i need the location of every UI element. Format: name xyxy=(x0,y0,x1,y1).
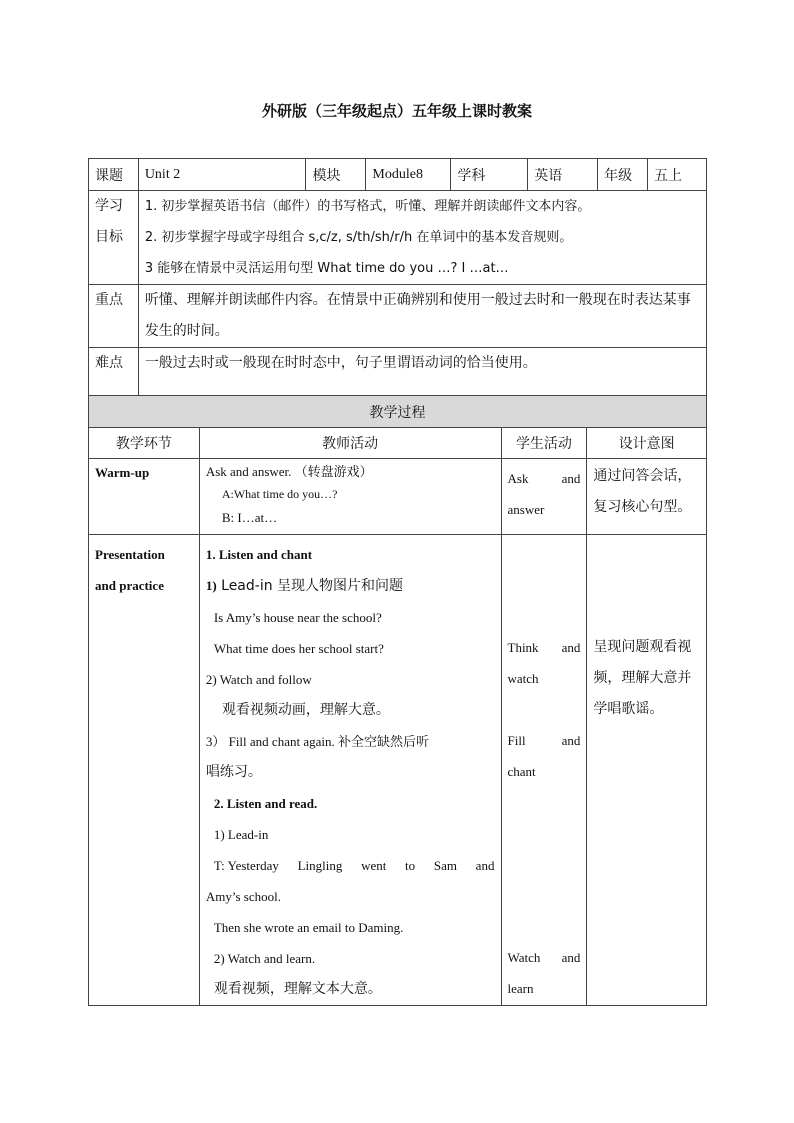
word: Sam xyxy=(433,858,457,873)
stage-line: Presentation xyxy=(95,547,165,562)
goals-row xyxy=(89,191,707,285)
student-word: Think xyxy=(507,640,539,655)
warmup-stage: Warm-up xyxy=(89,459,200,535)
section-heading: 1. Listen and chant xyxy=(205,547,313,562)
teacher-line: 2) Watch and follow xyxy=(205,672,312,687)
student-word: Fill xyxy=(507,733,526,748)
stage-line: and practice xyxy=(95,578,164,593)
process-title: 教学过程 xyxy=(89,396,707,428)
grade-value: 五上 xyxy=(648,159,707,191)
teaching-process-table xyxy=(88,395,707,1006)
student-word: and xyxy=(561,733,581,748)
student-word: answer xyxy=(507,502,545,517)
header-student: 学生活动 xyxy=(501,428,587,459)
word: and xyxy=(475,858,495,873)
goal-item: 2. 初步掌握字母或字母组合 s,c/z, s/th/sh/r/h 在单词中的基本发音规则。 xyxy=(144,230,573,245)
teacher-line: 唱练习。 xyxy=(205,764,262,780)
teacher-line: Then she wrote an email to Daming. xyxy=(213,920,404,935)
teacher-line: Is Amy’s house near the school? xyxy=(213,610,382,625)
student-word: and xyxy=(561,640,581,655)
student-word: chant xyxy=(507,764,536,779)
goals-label: 学习目标 xyxy=(89,191,139,285)
module-value: Module8 xyxy=(366,159,451,191)
goal-item: 1. 初步掌握英语书信（邮件）的书写格式，听懂、理解并朗读邮件文本内容。 xyxy=(144,199,591,214)
subject-label: 学科 xyxy=(451,159,528,191)
topic-label: 课题 xyxy=(89,159,139,191)
topic-value: Unit 2 xyxy=(138,159,306,191)
warmup-row xyxy=(89,459,707,535)
goal-item: 3 能够在情景中灵活运用句型 What time do you …? I …at… xyxy=(144,261,509,276)
student-word: Ask xyxy=(507,471,529,486)
warmup-line: Ask and answer. （转盘游戏） xyxy=(205,464,373,479)
difficulty-row xyxy=(89,348,707,396)
presentation-stage xyxy=(89,535,200,1006)
info-row xyxy=(89,159,707,191)
difficulty-text: 一般过去时或一般现在时时态中，句子里谓语动词的恰当使用。 xyxy=(138,348,706,396)
subject-value: 英语 xyxy=(528,159,598,191)
teacher-line xyxy=(206,570,495,602)
student-word: and xyxy=(561,950,581,965)
module-label: 模块 xyxy=(306,159,366,191)
student-word: and xyxy=(561,471,581,486)
grade-label: 年级 xyxy=(598,159,648,191)
warmup-student xyxy=(501,459,587,535)
process-title-row xyxy=(89,396,707,428)
warmup-teacher xyxy=(199,459,501,535)
student-word: Watch xyxy=(507,950,541,965)
word: Lingling xyxy=(297,858,343,873)
warmup-line: A:What time do you…? xyxy=(221,487,338,501)
key-points-text: 听懂、理解并朗读邮件内容。在情景中正确辨别和使用一般过去时和一般现在时表达某事发生的时间。 xyxy=(138,285,706,348)
key-points-row xyxy=(89,285,707,348)
teacher-line: 观看视频，理解文本大意。 xyxy=(213,981,382,997)
teacher-line: 2) Watch and learn. xyxy=(213,951,316,966)
header-stage: 教学环节 xyxy=(89,428,200,459)
difficulty-label: 难点 xyxy=(89,348,139,396)
teacher-line: 3） Fill and chant again. 补全空缺然后听 xyxy=(205,734,429,749)
warmup-line: B: I…at… xyxy=(221,510,278,525)
presentation-teacher xyxy=(199,535,501,1006)
lesson-info-table xyxy=(88,158,707,396)
presentation-student xyxy=(501,535,587,1006)
section-heading: 2. Listen and read. xyxy=(213,796,318,811)
word: went xyxy=(361,858,387,873)
word: T: Yesterday xyxy=(213,858,279,873)
teacher-line: 观看视频动画，理解大意。 xyxy=(221,702,390,718)
teacher-line: What time does her school start? xyxy=(213,641,384,656)
warmup-intent: 通过问答会话，复习核心句型。 xyxy=(587,459,707,535)
header-intent: 设计意图 xyxy=(587,428,707,459)
key-points-label: 重点 xyxy=(89,285,139,348)
student-word: learn xyxy=(507,981,534,996)
header-teacher: 教师活动 xyxy=(199,428,501,459)
goals-cell xyxy=(138,191,706,285)
presentation-intent: 呈现问题观看视频，理解大意并学唱歌谣。 xyxy=(587,535,707,1006)
teacher-line: 1) Lead-in xyxy=(213,827,269,842)
teacher-line xyxy=(206,850,495,881)
presentation-row xyxy=(89,535,707,1006)
word: to xyxy=(405,858,416,873)
document-title: 外研版（三年级起点）五年级上课时教案 xyxy=(261,102,532,120)
teacher-line: Amy’s school. xyxy=(205,889,281,904)
process-header-row xyxy=(89,428,707,459)
student-word: watch xyxy=(507,671,539,686)
step-text: Lead-in 呈现人物图片和问题 xyxy=(216,578,404,594)
step-number: 1) xyxy=(205,578,217,593)
